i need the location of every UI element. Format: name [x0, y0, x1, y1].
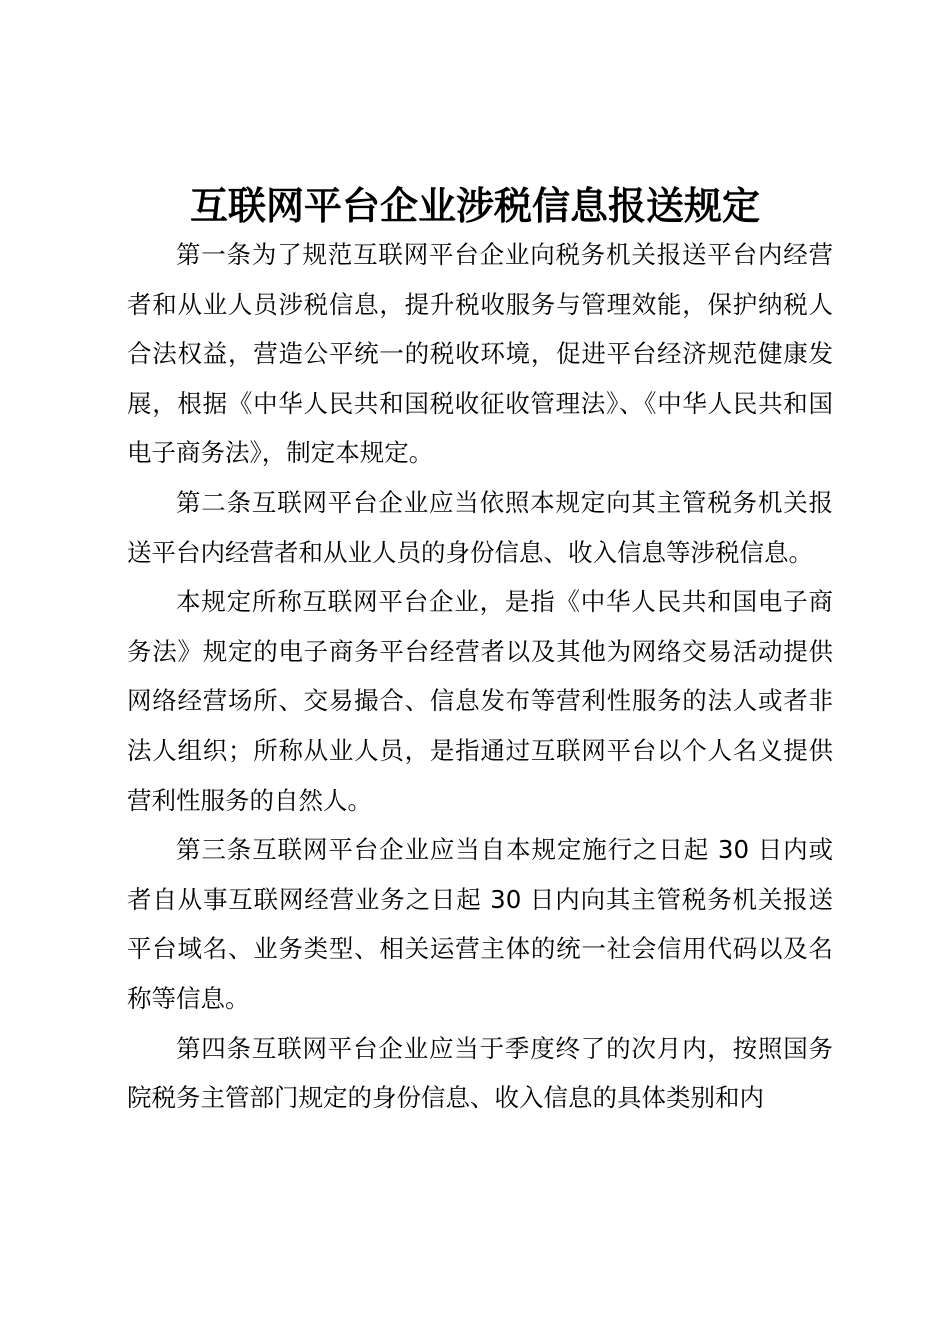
- document-title: 互联网平台企业涉税信息报送规定: [189, 184, 760, 228]
- paragraph-definition: 本规定所称互联网平台企业，是指《中华人民共和国电子商务法》规定的电子商务平台经营者以及其他为网络交易活动提供网络经营场所、交易撮合、信息发布等营利性服务的法人或者非法人组织；所称从业人员，是指通过互联网平台以个人名义提供营利性服务的自然人。: [127, 587, 833, 815]
- document-body: [127, 230, 833, 1123]
- paragraph-article-4: 第四条互联网平台企业应当于季度终了的次月内，按照国务院税务主管部门规定的身份信息、收入信息的具体类别和内: [127, 1033, 833, 1113]
- paragraph-article-1: 第一条为了规范互联网平台企业向税务机关报送平台内经营者和从业人员涉税信息，提升税收服务与管理效能，保护纳税人合法权益，营造公平统一的税收环境，促进平台经济规范健康发展，根据《中华人民共和国税收征收管理法》、《中华人民共和国电子商务法》，制定本规定。: [127, 240, 833, 468]
- paragraph-article-3: 第三条互联网平台企业应当自本规定施行之日起 30 日内或者自从事互联网经营业务之日起 30 日内向其主管税务机关报送平台域名、业务类型、相关运营主体的统一社会信用代码以及名称等信息。: [127, 835, 833, 1013]
- paragraph-article-2: 第二条互联网平台企业应当依照本规定向其主管税务机关报送平台内经营者和从业人员的身份信息、收入信息等涉税信息。: [127, 487, 833, 567]
